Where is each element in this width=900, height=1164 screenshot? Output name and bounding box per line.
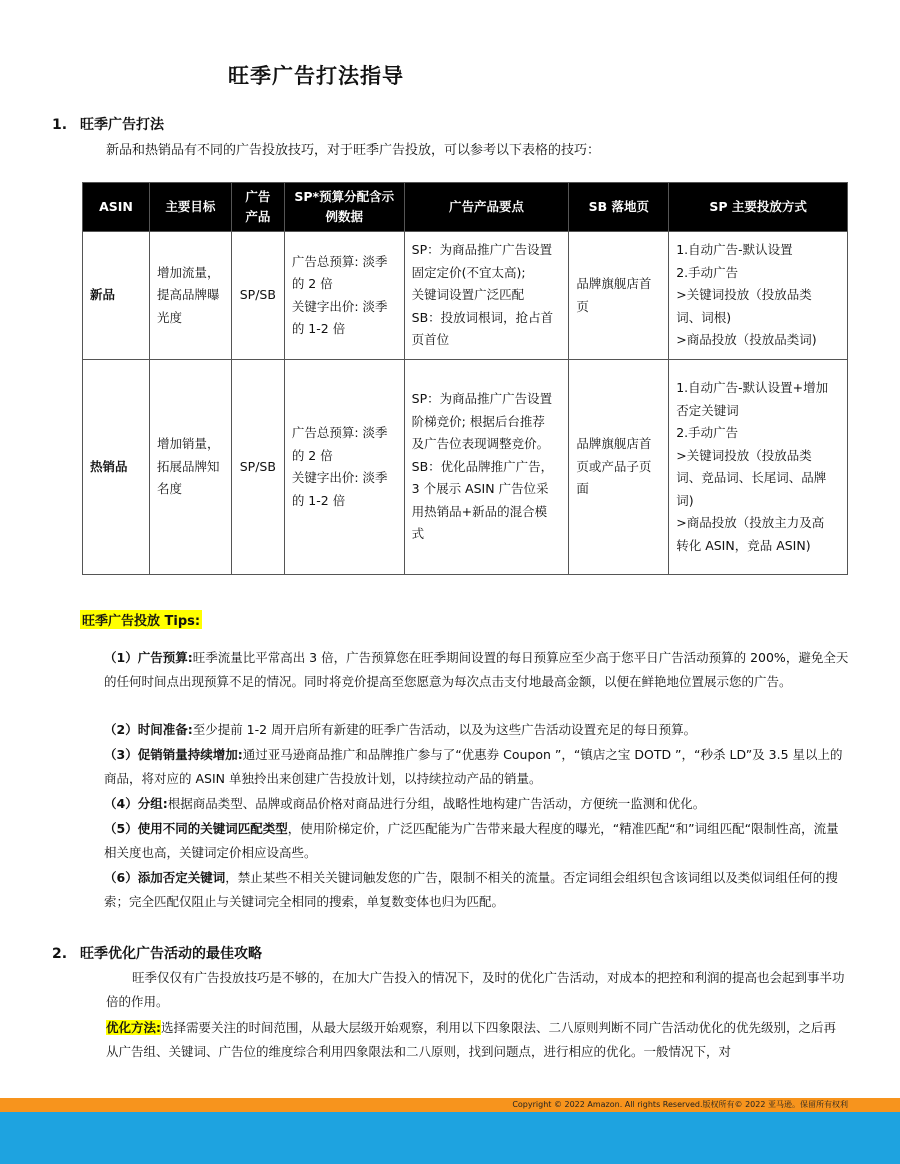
cell-asin: 热销品 (83, 360, 150, 575)
section2-title: 旺季优化广告活动的最佳攻略 (80, 946, 262, 962)
cell-product: SP/SB (231, 232, 284, 360)
cell-goal: 增加销量， 拓展品牌知 名度 (149, 360, 231, 575)
header-methods: SP 主要投放方式 (669, 183, 848, 232)
cell-points: SP：为商品推广广告设置 阶梯竞价; 根据后台推荐 及广告位表现调整竞价。 SB：优化品牌推广广告， 3 个展示 ASIN 广告位采 用热销品+新品的混合模 式 (404, 360, 569, 575)
tip-label: （2）时间准备: (104, 722, 193, 737)
table-row (83, 360, 848, 575)
tip-text: 至少提前 1-2 周开启所有新建的旺季广告活动，以及为这些广告活动设置充足的每日预算。 (192, 722, 697, 737)
tip-item (104, 646, 852, 694)
tip-item (104, 743, 850, 791)
section1-title: 旺季广告打法 (80, 117, 164, 133)
header-product: 广告 产品 (231, 183, 284, 232)
method-text: 选择需要关注的时间范围，从最大层级开始观察，利用以下四象限法、二八原则判断不同广告活动优化的优先级别，之后再从广告组、关键词、广告位的维度综合利用四象限法和二八原则，找到问题点，进行相应的优化。一般情况下，对 (106, 1020, 837, 1059)
footer-copyright: Copyright © 2022 Amazon. All rights Reserved.版权所有© 2022 亚马逊。保留所有权利 (512, 1100, 848, 1109)
tip-label: （4）分组: (104, 796, 168, 811)
tip-item (104, 817, 850, 865)
page-title: 旺季广告打法指导 (228, 64, 404, 88)
header-points: 广告产品要点 (404, 183, 569, 232)
section1-heading (52, 114, 164, 134)
section1-intro: 新品和热销品有不同的广告投放技巧，对于旺季广告投放，可以参考以下表格的技巧： (106, 143, 601, 158)
tip-text: 根据商品类型、品牌或商品价格对商品进行分组，战略性地构建广告活动，方便统一监测和优化。 (167, 796, 706, 811)
tip-label: （6）添加否定关键词 (104, 870, 226, 885)
table-row (83, 232, 848, 360)
section2-heading (52, 943, 262, 963)
tip-text: ，禁止某些不相关关键词触发您的广告，限制不相关的流量。否定词组会组织包含该词组以及类似词组任何的搜索；完全匹配仅阻止与关键词完全相同的搜索，单复数变体也归为匹配。 (104, 870, 838, 909)
tip-label: （5）使用不同的关键词匹配类型 (104, 821, 288, 836)
cell-methods: 1.自动广告-默认设置+增加 否定关键词 2.手动广告 >关键词投放（投放品类 词、竞品词、长尾词、品牌 词) >商品投放（投放主力及高 转化 ASIN，竞品 ASIN) (669, 360, 848, 575)
tip-item (104, 792, 850, 816)
cell-landing: 品牌旗舰店首 页 (569, 232, 669, 360)
cell-budget: 广告总预算: 淡季 的 2 倍 关键字出价: 淡季 的 1-2 倍 (284, 232, 404, 360)
cell-product: SP/SB (231, 360, 284, 575)
tip-text: ，使用阶梯定价，广泛匹配能为广告带来最大程度的曝光，“精准匹配“和”词组匹配“限制性高，流量相关度也高，关键词定价相应设高些。 (104, 821, 839, 860)
cell-asin: 新品 (83, 232, 150, 360)
section2-number: 2. (52, 946, 68, 962)
cell-points: SP：为商品推广广告设置 固定定价(不宜太高); 关键词设置广泛匹配 SB：投放词根词，抢占首 页首位 (404, 232, 569, 360)
tip-item (104, 718, 850, 742)
cell-budget: 广告总预算: 淡季 的 2 倍 关键字出价: 淡季 的 1-2 倍 (284, 360, 404, 575)
header-goal: 主要目标 (149, 183, 231, 232)
cell-goal: 增加流量， 提高品牌曝 光度 (149, 232, 231, 360)
section2-intro: 旺季仅仅有广告投放技巧是不够的，在加大广告投入的情况下，及时的优化广告活动，对成本的把控和利润的提高也会起到事半功倍的作用。 (106, 970, 845, 1009)
cell-methods: 1.自动广告-默认设置 2.手动广告 >关键词投放（投放品类 词、词根) >商品投放（投放品类词) (669, 232, 848, 360)
table-header-row (83, 183, 848, 232)
footer-blue-band (0, 1112, 900, 1164)
method-label: 优化方法: (106, 1020, 161, 1035)
optimization-method (106, 1016, 848, 1064)
section1-number: 1. (52, 117, 68, 133)
tip-label: （3）促销销量持续增加: (104, 747, 243, 762)
tip-label: （1）广告预算: (104, 650, 193, 665)
header-asin: ASIN (83, 183, 150, 232)
tips-heading: 旺季广告投放 Tips: (80, 610, 202, 629)
tip-item (104, 866, 850, 914)
cell-landing: 品牌旗舰店首 页或产品子页 面 (569, 360, 669, 575)
tip-text: 通过亚马逊商品推广和品牌推广参与了“优惠券 Coupon ”，“镇店之宝 DOTD ”，“秒杀 LD”及 3.5 星以上的商品，将对应的 ASIN 单独拎出来创建广告投放计划，以持续拉动产品的销量。 (104, 747, 843, 786)
header-budget: SP*预算分配含示 例数据 (284, 183, 404, 232)
header-landing: SB 落地页 (569, 183, 669, 232)
ad-strategy-table (82, 182, 848, 575)
tip-text: 旺季流量比平常高出 3 倍，广告预算您在旺季期间设置的每日预算应至少高于您平日广告活动预算的 200%，避免全天的任何时间点出现预算不足的情况。同时将竞价提高至您愿意为每次点击支付地最高金额，以便在鲜艳地位置展示您的广告。 (104, 650, 849, 689)
